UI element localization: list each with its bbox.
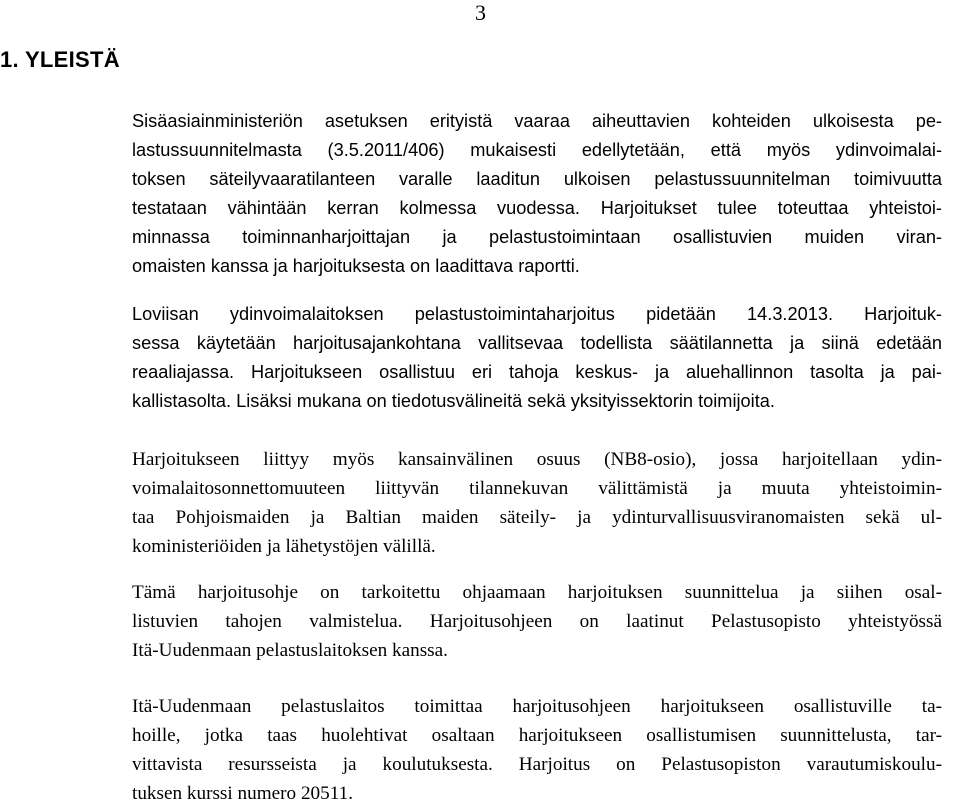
paragraph-line: Tämä harjoitusohje on tarkoitettu ohjaamaan harjoituksen suunnittelua ja siihen osal- bbox=[132, 582, 942, 603]
paragraph-line: Harjoitukseen liittyy myös kansainvälinen osuus (NB8-osio), jossa harjoitellaan ydin- bbox=[132, 449, 942, 470]
paragraph-line: kallistasolta. Lisäksi mukana on tiedotusvälineitä sekä yksityissektorin toimijoita. bbox=[132, 391, 775, 411]
paragraph-line: Loviisan ydinvoimalaitoksen pelastustoimintaharjoitus pidetään 14.3.2013. Harjoituk- bbox=[132, 304, 942, 324]
paragraph-line: voimalaitosonnettomuuteen liittyvän tilannekuvan välittämistä ja muuta yhteistoimin- bbox=[132, 478, 942, 499]
paragraph-line: minnassa toiminnanharjoittajan ja pelastustoimintaan osallistuvien muiden viran- bbox=[132, 227, 942, 247]
paragraph-line: reaaliajassa. Harjoitukseen osallistuu eri tahoja keskus- ja aluehallinnon tasolta ja pai- bbox=[132, 362, 942, 382]
paragraph-5 bbox=[132, 692, 942, 808]
paragraph-4 bbox=[132, 578, 942, 665]
paragraph-line: toksen säteilyvaaratilanteen varalle laaditun ulkoisen pelastussuunnitelman toimivuutta bbox=[132, 169, 942, 189]
section-heading: 1. YLEISTÄ bbox=[0, 47, 120, 72]
paragraph-line: testataan vähintään kerran kolmessa vuodessa. Harjoitukset tulee toteuttaa yhteistoi- bbox=[132, 198, 942, 218]
paragraph-2 bbox=[132, 300, 942, 416]
paragraph-line: tuksen kurssi numero 20511. bbox=[132, 783, 353, 804]
paragraph-line: Itä-Uudenmaan pelastuslaitos toimittaa harjoitusohjeen harjoitukseen osallistuville ta- bbox=[132, 696, 942, 717]
paragraph-line: hoille, jotka taas huolehtivat osaltaan harjoitukseen osallistumisen suunnittelusta, tar- bbox=[132, 725, 942, 746]
paragraph-line: taa Pohjoismaiden ja Baltian maiden säteily- ja ydinturvallisuusviranomaisten sekä ul- bbox=[132, 507, 942, 528]
paragraph-3 bbox=[132, 445, 942, 561]
paragraph-line: sessa käytetään harjoitusajankohtana vallitsevaa todellista säätilannetta ja siinä edetään bbox=[132, 333, 942, 353]
paragraph-line: omaisten kanssa ja harjoituksesta on laadittava raportti. bbox=[132, 256, 580, 276]
paragraph-1 bbox=[132, 107, 942, 281]
paragraph-line: Sisäasiainministeriön asetuksen erityistä vaaraa aiheuttavien kohteiden ulkoisesta pe- bbox=[132, 111, 942, 131]
paragraph-line: listuvien tahojen valmistelua. Harjoitusohjeen on laatinut Pelastusopisto yhteistyössä bbox=[132, 611, 942, 632]
page-number: 3 bbox=[475, 0, 486, 25]
paragraph-line: vittavista resursseista ja koulutuksesta. Harjoitus on Pelastusopiston varautumiskoulu- bbox=[132, 754, 942, 775]
paragraph-line: koministeriöiden ja lähetystöjen välillä. bbox=[132, 536, 436, 557]
paragraph-line: Itä-Uudenmaan pelastuslaitoksen kanssa. bbox=[132, 640, 448, 661]
paragraph-line: lastussuunnitelmasta (3.5.2011/406) mukaisesti edellytetään, että myös ydinvoimalai- bbox=[132, 140, 942, 160]
